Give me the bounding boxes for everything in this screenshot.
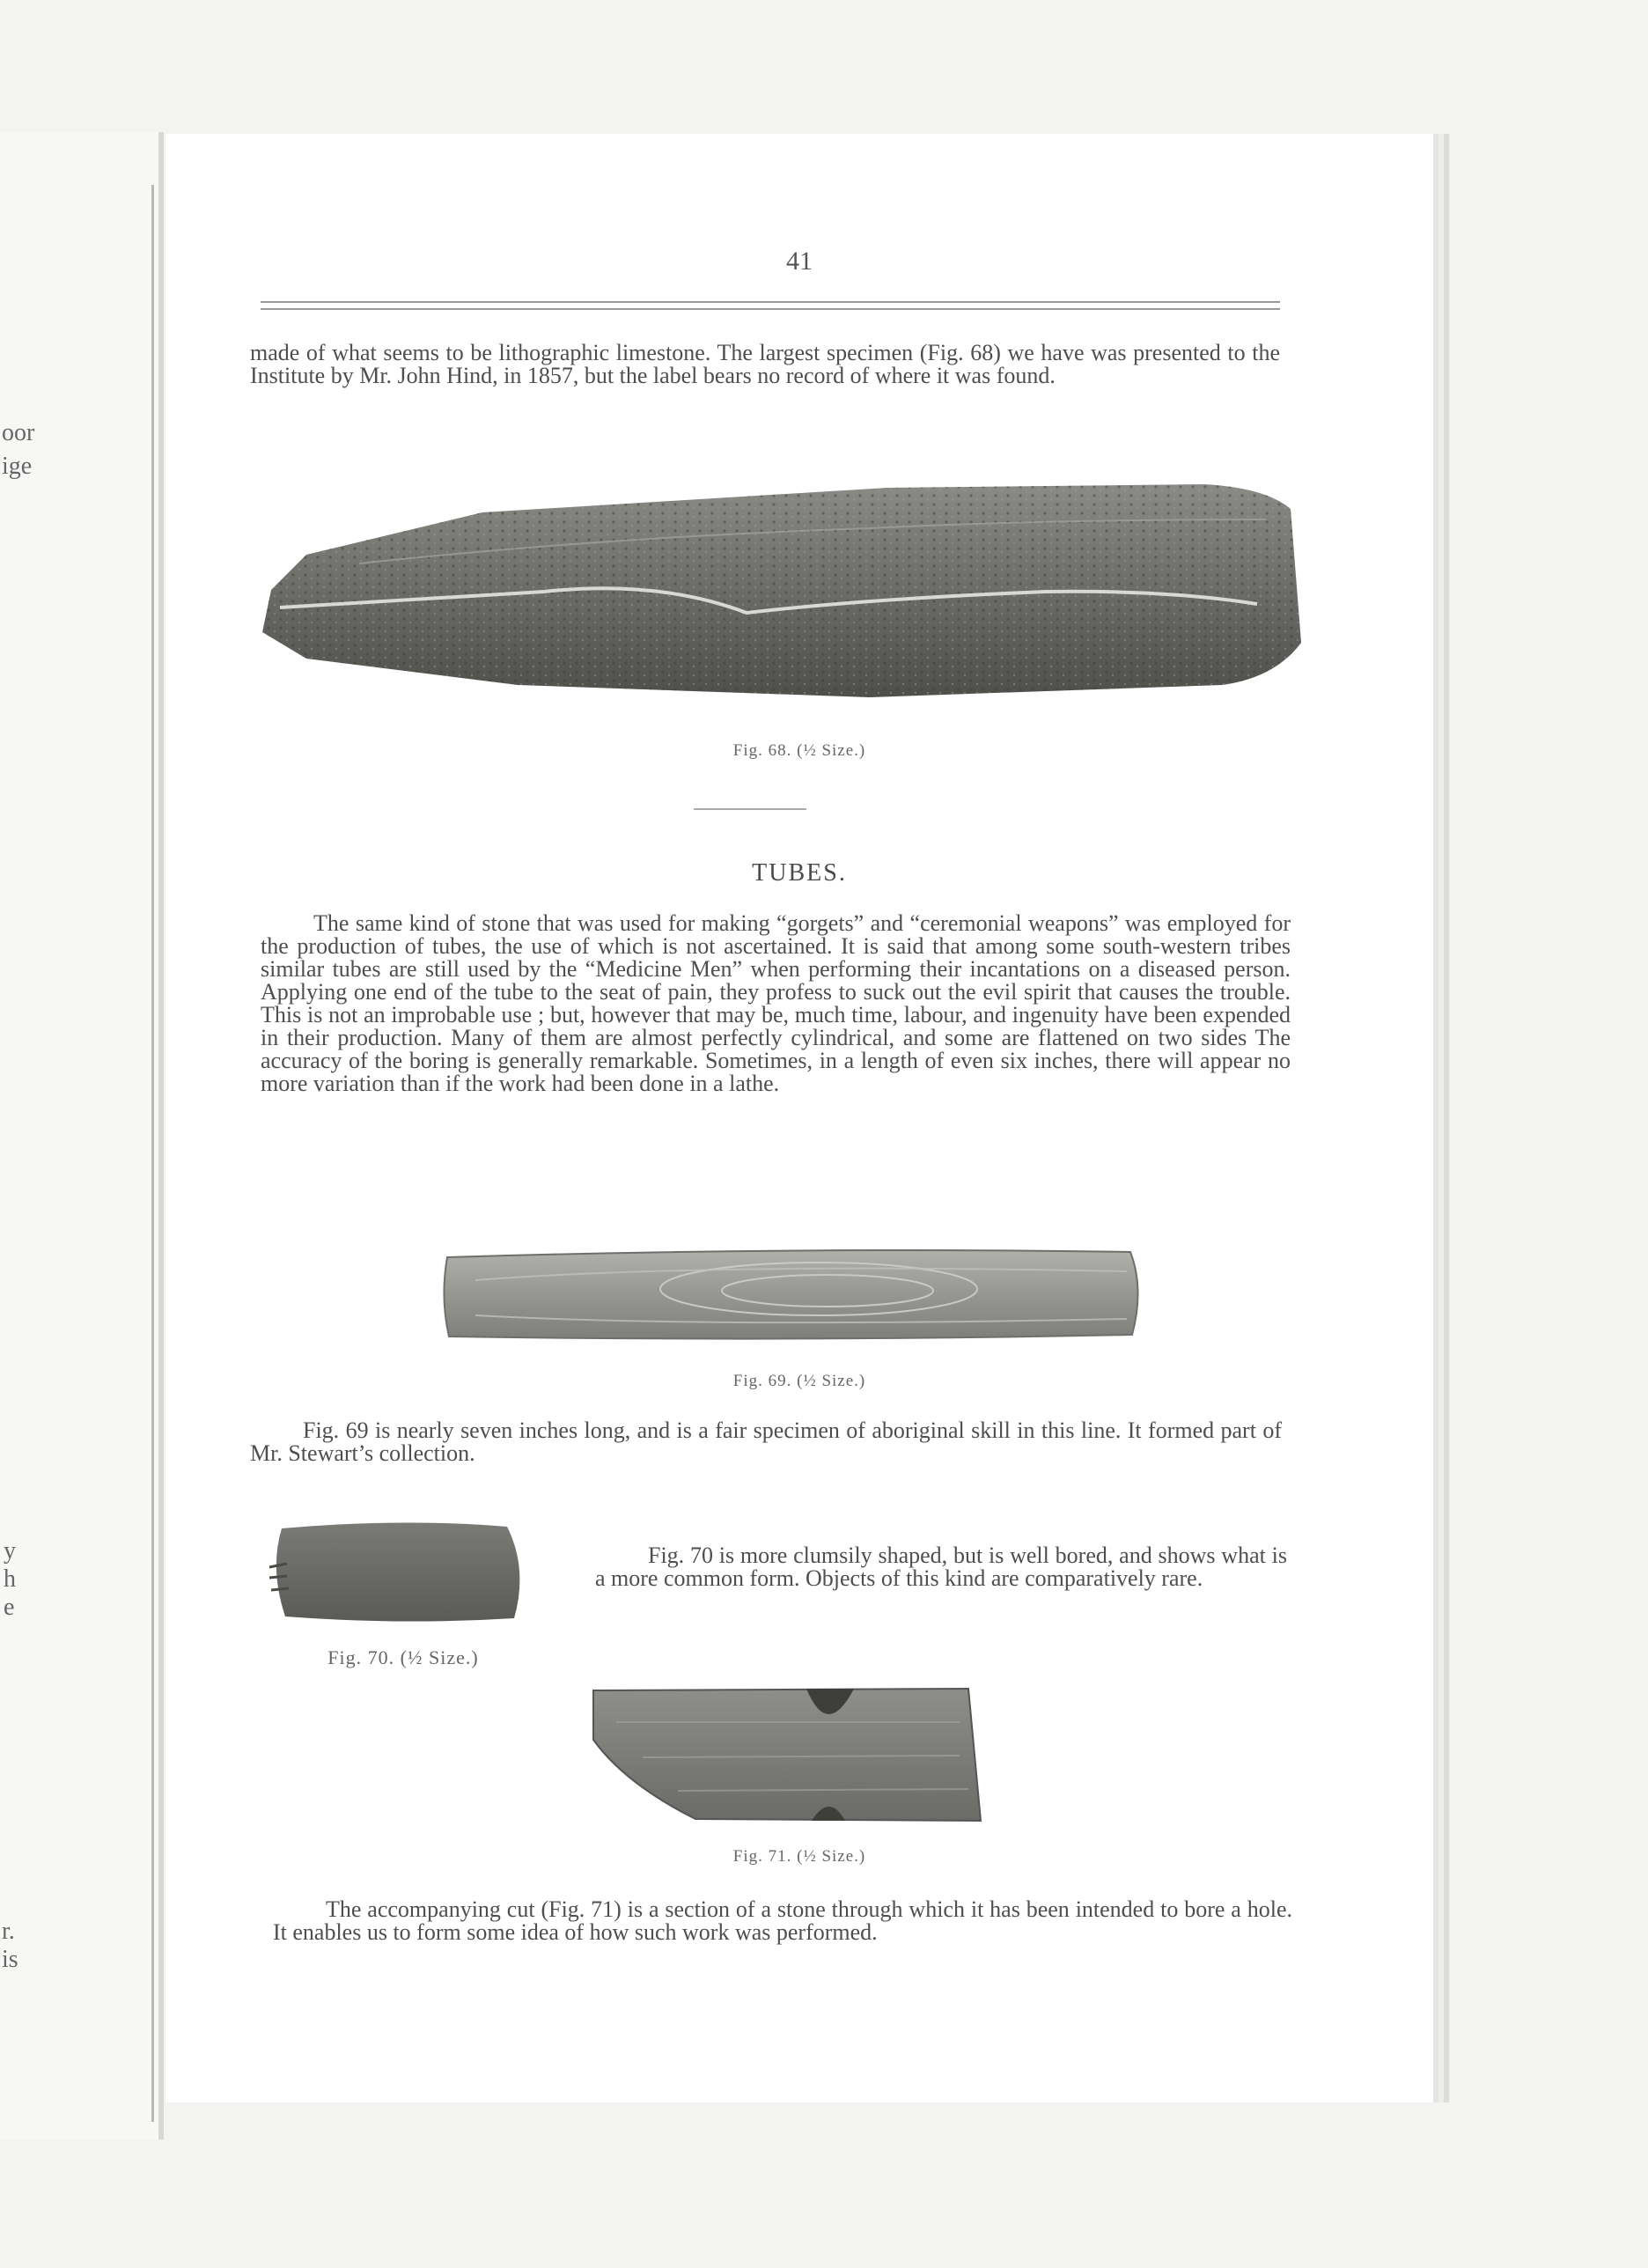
left-page-fragment (0, 132, 164, 2139)
tubes-paragraph: The same kind of stone that was used for making “gorgets” and “ceremonial weapons” was employed for the production of tubes, the use of which is not ascertained. It is said that among some south-western tribes similar tubes are still used by the “Medicine Men” when performing their incantations on a diseased person. Applying one end of the tube to the seat of pain, they profess to suck out the evil spirit that causes the trouble. This is not an improbable use ; but, however that may be, much time, labour, and ingenuity have been expended in their production. Many of them are almost perfectly cylindrical, and some are flattened on two sides The accuracy of the boring is generally remarkable. Sometimes, in a length of even six inches, there will appear no more variation than if the work had been done in a lathe. (261, 910, 1291, 1096)
fig71-paragraph: The accompanying cut (Fig. 71) is a section of a stone through which it has been intended to bore a hole. It enables us to form some idea of how such work was performed. (273, 1896, 1292, 1945)
fig68-stone-illustration (254, 467, 1310, 731)
section-heading: TUBES. (752, 859, 847, 887)
left-text-fragment: y (4, 1537, 16, 1565)
left-text-fragment: oor (2, 419, 35, 446)
header-rule-top (261, 301, 1280, 303)
fig68-caption: Fig. 68. (½ Size.) (732, 741, 866, 760)
intro-paragraph: made of what seems to be lithographic limestone. The largest specimen (Fig. 68) we have was presented to the Institute by Mr. John Hind, in 1857, but the label bears no record of where it was found. (250, 340, 1280, 388)
page-number: 41 (786, 247, 813, 276)
fig69-paragraph: Fig. 69 is nearly seven inches long, and is a fair specimen of aboriginal skill in this line. It formed part of Mr. Stewart’s collection. (250, 1418, 1282, 1466)
left-text-fragment: is (2, 1946, 18, 1973)
header-rule-bottom (261, 308, 1280, 310)
fig70-tube-illustration (269, 1516, 528, 1627)
left-text-fragment: r. (2, 1918, 15, 1945)
fig71-caption: Fig. 71. (½ Size.) (732, 1847, 866, 1866)
fig69-tube-illustration (440, 1245, 1144, 1344)
fig71-section-illustration (590, 1687, 981, 1824)
left-text-fragment: h (4, 1565, 16, 1593)
left-text-fragment: e (4, 1594, 15, 1621)
section-divider (694, 808, 806, 810)
fig70-paragraph: Fig. 70 is more clumsily shaped, but is well bored, and shows what is a more common form. Objects of this kind are comparatively rare. (595, 1543, 1287, 1591)
fig69-caption: Fig. 69. (½ Size.) (732, 1372, 866, 1390)
fig70-caption: Fig. 70. (½ Size.) (327, 1646, 479, 1668)
page-gutter-line (151, 185, 154, 2122)
left-text-fragment: ige (2, 453, 33, 480)
book-page (166, 134, 1433, 2102)
